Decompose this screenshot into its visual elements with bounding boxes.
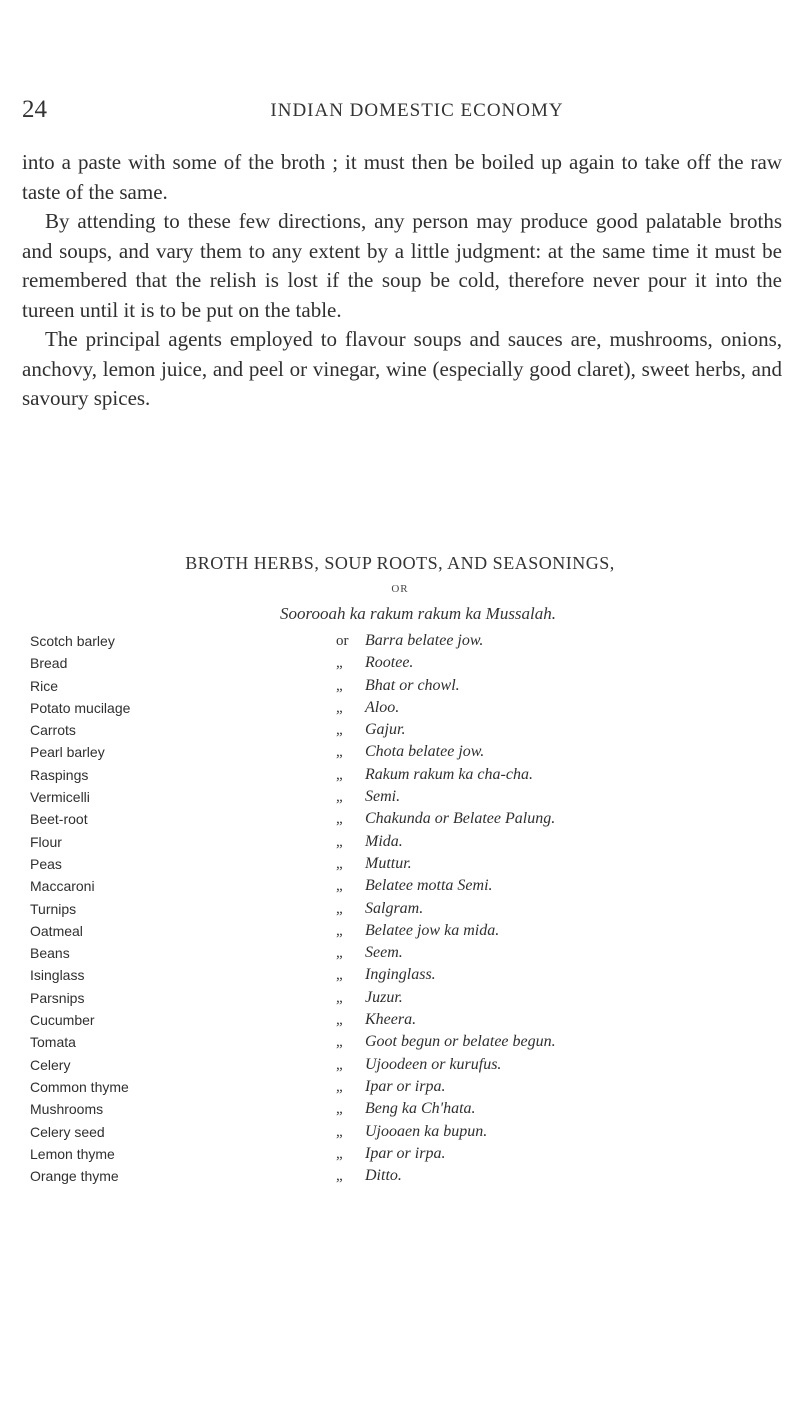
glossary-row bbox=[30, 1054, 790, 1076]
section-or-label: OR bbox=[391, 583, 409, 595]
glossary-separator: „ bbox=[336, 1123, 343, 1140]
glossary-term: Flour bbox=[30, 833, 62, 850]
glossary-translation: Ditto. bbox=[365, 1167, 402, 1185]
glossary-row bbox=[30, 1143, 790, 1165]
glossary-row bbox=[30, 675, 790, 697]
glossary-row bbox=[30, 1098, 790, 1120]
glossary-term: Tomata bbox=[30, 1034, 76, 1051]
glossary-term: Rice bbox=[30, 677, 59, 694]
glossary-separator: or bbox=[336, 633, 349, 649]
glossary-term: Oatmeal bbox=[30, 922, 83, 939]
glossary-row bbox=[30, 853, 790, 875]
section-subtitle: Soorooah ka rakum rakum ka Mussalah. bbox=[279, 604, 557, 623]
glossary-term: Maccaroni bbox=[30, 878, 95, 895]
glossary-row bbox=[30, 786, 790, 808]
glossary-separator: „ bbox=[336, 1012, 343, 1029]
glossary-separator: „ bbox=[336, 1145, 343, 1162]
section-title: BROTH HERBS, SOUP ROOTS, AND SEASONINGS, bbox=[185, 553, 615, 573]
glossary-row bbox=[30, 1121, 790, 1143]
glossary-translation: Seem. bbox=[365, 944, 403, 962]
glossary-translation: Rootee. bbox=[365, 654, 414, 672]
glossary-translation: Goot begun or belatee begun. bbox=[365, 1033, 556, 1051]
glossary-translation: Kheera. bbox=[365, 1011, 417, 1029]
glossary-separator: „ bbox=[336, 945, 343, 962]
glossary-row bbox=[30, 764, 790, 786]
running-title: INDIAN DOMESTIC ECONOMY bbox=[270, 100, 564, 121]
glossary-translation: Chota belatee jow. bbox=[365, 743, 485, 761]
glossary-row bbox=[30, 1076, 790, 1098]
glossary-separator: „ bbox=[336, 655, 343, 672]
glossary-translation: Chakunda or Belatee Palung. bbox=[365, 810, 556, 828]
glossary-translation: Ipar or irpa. bbox=[365, 1144, 446, 1162]
glossary-separator: „ bbox=[336, 766, 343, 783]
glossary-separator: „ bbox=[336, 722, 343, 739]
glossary-term: Orange thyme bbox=[30, 1168, 119, 1185]
glossary-term: Carrots bbox=[30, 722, 76, 739]
glossary-term: Raspings bbox=[30, 766, 89, 783]
glossary-term: Bread bbox=[30, 655, 68, 672]
glossary-term: Beans bbox=[30, 945, 70, 962]
glossary-separator: „ bbox=[336, 789, 343, 806]
glossary-translation: Belatee jow ka mida. bbox=[365, 921, 500, 939]
glossary-list bbox=[30, 630, 790, 1187]
glossary-row bbox=[30, 942, 790, 964]
glossary-translation: Salgram. bbox=[365, 899, 424, 917]
glossary-term: Turnips bbox=[30, 900, 77, 917]
glossary-row bbox=[30, 1009, 790, 1031]
glossary-translation: Ujoodeen or kurufus. bbox=[365, 1055, 502, 1073]
glossary-term: Isinglass bbox=[30, 967, 85, 984]
glossary-separator: „ bbox=[336, 878, 343, 895]
glossary-row bbox=[30, 1031, 790, 1053]
paragraph: By attending to these few directions, any person may produce good palatable broths and soups, and vary them to any extent by a little judgment: at the same time it must be remembered that the relish is lost if the soup be cold, therefore never pour it into the tureen until it is to be put on the table. bbox=[22, 209, 782, 322]
paragraph: into a paste with some of the broth ; it must then be boiled up again to take off the raw taste of the same. bbox=[22, 150, 782, 204]
glossary-translation: Gajur. bbox=[365, 721, 406, 739]
glossary-row bbox=[30, 719, 790, 741]
glossary-translation: Rakum rakum ka cha-cha. bbox=[365, 765, 533, 783]
glossary-term: Lemon thyme bbox=[30, 1145, 115, 1162]
glossary-term: Parsnips bbox=[30, 989, 85, 1006]
paragraph: The principal agents employed to flavour soups and sauces are, mushrooms, onions, anchovy, lemon juice, and peel or vinegar, wine (especially good claret), sweet herbs, and savoury spices. bbox=[22, 327, 782, 410]
glossary-separator: „ bbox=[336, 699, 343, 716]
glossary-separator: „ bbox=[336, 1056, 343, 1073]
glossary-translation: Beng ka Ch'hata. bbox=[365, 1100, 476, 1118]
glossary-row bbox=[30, 875, 790, 897]
glossary-translation: Belatee motta Semi. bbox=[365, 877, 493, 895]
glossary-separator: „ bbox=[336, 744, 343, 761]
glossary-row bbox=[30, 898, 790, 920]
glossary-row bbox=[30, 697, 790, 719]
glossary-term: Vermicelli bbox=[30, 789, 90, 806]
glossary-translation: Bhat or chowl. bbox=[365, 676, 460, 694]
glossary-term: Cucumber bbox=[30, 1012, 95, 1029]
glossary-separator: „ bbox=[336, 967, 343, 984]
glossary-term: Potato mucilage bbox=[30, 699, 131, 716]
glossary-term: Mushrooms bbox=[30, 1101, 104, 1118]
glossary-term: Common thyme bbox=[30, 1078, 129, 1095]
glossary-row bbox=[30, 630, 790, 652]
glossary-separator: „ bbox=[336, 1034, 343, 1051]
body-text bbox=[22, 148, 782, 414]
glossary-row bbox=[30, 741, 790, 763]
glossary-translation: Ipar or irpa. bbox=[365, 1077, 446, 1095]
glossary-separator: „ bbox=[336, 1101, 343, 1118]
glossary-row bbox=[30, 920, 790, 942]
glossary-term: Pearl barley bbox=[30, 744, 105, 761]
glossary-translation: Mida. bbox=[365, 832, 403, 850]
glossary-term: Scotch barley bbox=[30, 633, 115, 649]
glossary-term: Celery seed bbox=[30, 1123, 105, 1140]
glossary-row bbox=[30, 987, 790, 1009]
glossary-row bbox=[30, 964, 790, 986]
glossary-separator: „ bbox=[336, 900, 343, 917]
glossary-separator: „ bbox=[336, 1078, 343, 1095]
glossary-row bbox=[30, 652, 790, 674]
glossary-row bbox=[30, 808, 790, 830]
glossary-separator: „ bbox=[336, 833, 343, 850]
glossary-translation: Muttur. bbox=[365, 854, 412, 872]
glossary-separator: „ bbox=[336, 989, 343, 1006]
glossary-separator: „ bbox=[336, 1168, 343, 1185]
glossary-row bbox=[30, 1165, 790, 1187]
glossary-separator: „ bbox=[336, 677, 343, 694]
glossary-translation: Juzur. bbox=[365, 988, 403, 1006]
glossary-translation: Barra belatee jow. bbox=[365, 632, 484, 649]
page-number: 24 bbox=[22, 96, 47, 123]
glossary-translation: Inginglass. bbox=[365, 966, 436, 984]
glossary-separator: „ bbox=[336, 922, 343, 939]
glossary-separator: „ bbox=[336, 855, 343, 872]
glossary-translation: Aloo. bbox=[365, 698, 400, 716]
glossary-translation: Ujooaen ka bupun. bbox=[365, 1122, 488, 1140]
glossary-term: Peas bbox=[30, 855, 62, 872]
page-header bbox=[22, 96, 782, 136]
glossary-translation: Semi. bbox=[365, 788, 401, 806]
glossary-term: Beet-root bbox=[30, 811, 88, 828]
glossary-row bbox=[30, 831, 790, 853]
glossary-separator: „ bbox=[336, 811, 343, 828]
glossary-term: Celery bbox=[30, 1056, 71, 1073]
